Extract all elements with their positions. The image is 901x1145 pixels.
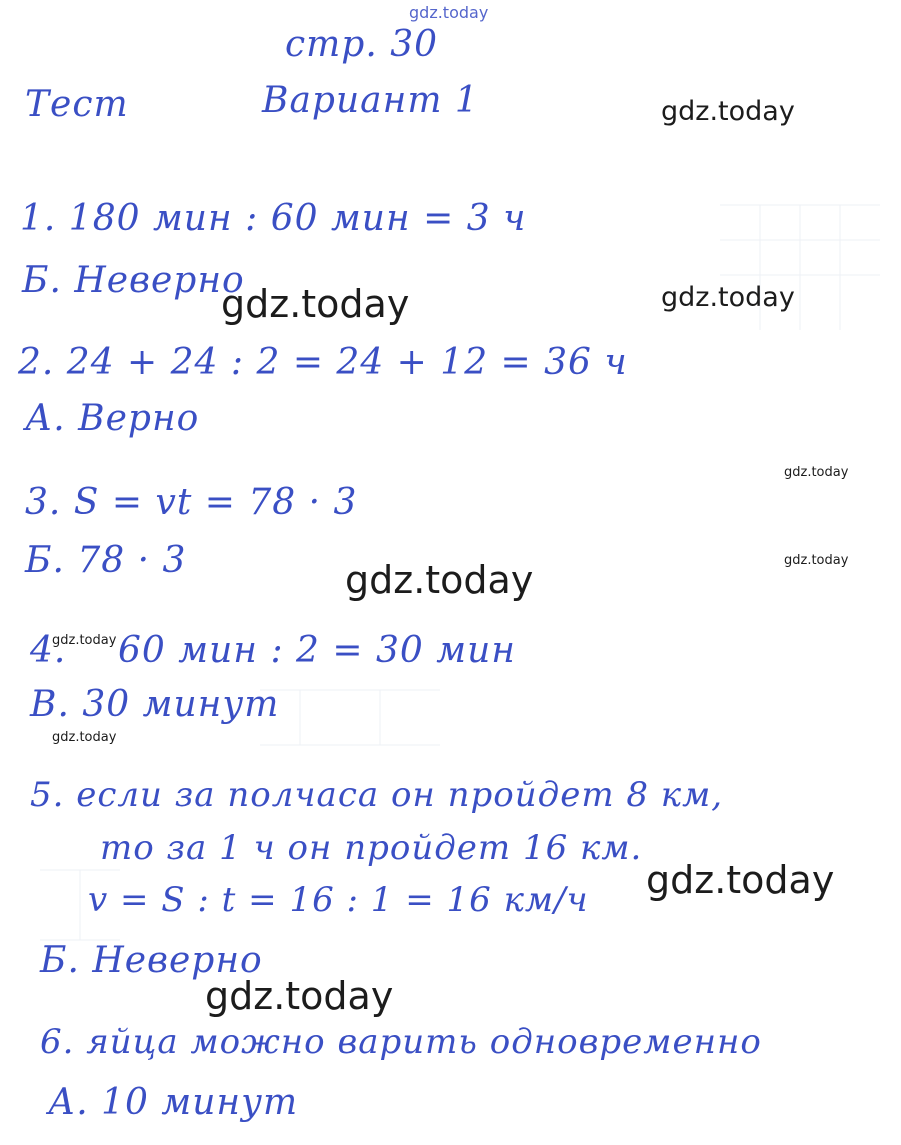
watermark: gdz.today [661, 96, 795, 127]
watermark: gdz.today [646, 858, 835, 902]
watermark: gdz.today [205, 974, 394, 1018]
answer-4-line-1: 60 мин : 2 = 30 мин [118, 630, 516, 671]
answer-5-line-3: v = S : t = 16 : 1 = 16 км/ч [88, 880, 589, 920]
answer-1-line-1: 1. 180 мин : 60 мин = 3 ч [20, 198, 527, 239]
answer-4-number: 4. [30, 630, 67, 671]
answer-3-line-1: 3. S = vt = 78 · 3 [25, 482, 358, 523]
answer-2-line-1: 2. 24 + 24 : 2 = 24 + 12 = 36 ч [18, 342, 628, 383]
watermark: gdz.today [661, 282, 795, 313]
answer-4-line-2: В. 30 минут [30, 684, 280, 725]
watermark: gdz.today [784, 465, 849, 480]
answer-6-line-2: А. 10 минут [48, 1082, 299, 1123]
watermark: gdz.today [784, 553, 849, 568]
watermark: gdz.today [345, 558, 534, 602]
answer-5-line-1: 5. если за полчаса он пройдет 8 км, [30, 775, 724, 815]
test-label: Тест [25, 84, 129, 125]
watermark: gdz.today [221, 282, 410, 326]
answer-6-line-1: 6. яйца можно варить одновременно [40, 1022, 762, 1062]
answer-3-line-2: Б. 78 · 3 [25, 540, 187, 581]
answer-1-line-2: Б. Неверно [22, 260, 245, 301]
page-number: стр. 30 [285, 24, 439, 65]
answer-5-line-2: то за 1 ч он пройдет 16 км. [100, 828, 643, 868]
watermark: gdz.today [52, 730, 117, 745]
variant-label: Вариант 1 [262, 80, 479, 121]
top-watermark: gdz.today [409, 3, 489, 22]
watermark: gdz.today [52, 633, 117, 648]
answer-2-line-2: А. Верно [25, 398, 200, 439]
answer-5-line-4: Б. Неверно [40, 940, 263, 981]
